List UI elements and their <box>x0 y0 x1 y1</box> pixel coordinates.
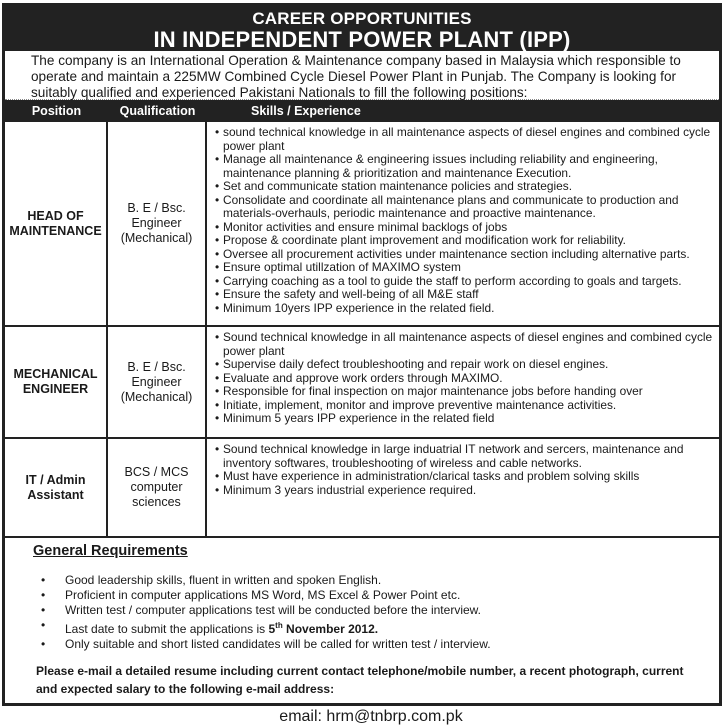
deadline-date: 5th November 2012. <box>268 621 379 636</box>
column-qualification: Qualification <box>119 104 196 118</box>
column-position: Position <box>31 104 82 118</box>
qualification-line: Engineer <box>131 216 182 230</box>
qualification-line: (Mechanical) <box>120 231 193 245</box>
job-advertisement <box>2 3 722 725</box>
skill-item: • Consolidate and coordinate all maintenance plans and communicate to production and materials-overhauls, periodic maintenance and proactive maintenance. <box>213 194 713 221</box>
skill-item: • Monitor activities and ensure minimal backlogs of jobs <box>213 221 713 235</box>
skill-item: • Carrying coaching as a tool to guide the staff to perform according to goals and targets. <box>213 275 713 289</box>
skill-item: • Propose & coordinate plant improvement and modification work for reliability. <box>213 234 713 248</box>
title-line-2: IN INDEPENDENT POWER PLANT (IPP) <box>153 27 571 52</box>
qualification-line: Engineer <box>131 374 182 389</box>
position-line: IT / Admin <box>25 472 86 487</box>
general-requirements-title: General Requirements <box>33 543 188 559</box>
qualification-line: (Mechanical) <box>120 389 193 404</box>
skill-item: • Supervise daily defect troubleshooting and repair work on diesel engines. <box>213 358 713 372</box>
skill-item: • Ensure the safety and well-being of all M&E staff <box>213 288 713 302</box>
position-line: Assistant <box>27 487 84 502</box>
requirement-item: • Only suitable and short listed candidates will be called for written test / interview. <box>33 637 709 652</box>
position-cell <box>5 439 108 536</box>
skill-item: • Ensure optimal utillzation of MAXIMO system <box>213 261 713 275</box>
position-line: MAINTENANCE <box>9 223 102 238</box>
skill-item: • Must have experience in administration/clarical tasks and problem solving skills <box>213 470 713 484</box>
contact-email[interactable]: email: hrm@tnbrp.com.pk <box>279 708 463 725</box>
skill-item: • Responsible for final inspection on major maintenance jobs before handing over <box>213 385 713 399</box>
requirement-item: • Written test / computer applications test will be conducted before the interview. <box>33 603 709 618</box>
skill-item: • Oversee all procurement activities under maintenance section including alternative parts. <box>213 248 713 262</box>
table-header <box>5 100 719 122</box>
header-band <box>5 6 719 51</box>
skill-item: • Sound technical knowledge in all maintenance aspects of diesel engines and combined cycle power plant <box>213 331 713 358</box>
qualification-line: sciences <box>132 495 181 509</box>
intro-paragraph: The company is an International Operation & Maintenance company based in Malaysia which responsible to operate and maintain a 225MW Combined Cycle Diesel Power Plant in Punjab. The Company is looking for suitably qualified and experienced Pakistani Nationals to fill the following positions: <box>5 51 719 100</box>
skill-item: • Minimum 3 years industrial experience required. <box>213 484 713 498</box>
skill-item: • Evaluate and approve work orders through MAXIMO. <box>213 372 713 386</box>
qualification-cell <box>108 327 207 437</box>
qualification-line: B. E / Bsc. <box>127 201 186 215</box>
skill-item: • Minimum 10yers IPP experience in the related field. <box>213 302 713 316</box>
table-row <box>5 122 719 327</box>
table-row <box>5 439 719 538</box>
title-line-1: CAREER OPPORTUNITIES <box>252 9 472 28</box>
skill-item: • Sound technical knowledge in large induatrial IT network and sercers, maintenance and inventory softwares, troubleshooting of wireless and cable networks. <box>213 443 713 470</box>
column-skills: Skills / Experience <box>251 104 361 118</box>
position-cell <box>5 327 108 437</box>
qualification-line: BCS / MCS <box>124 465 189 479</box>
skill-item: • sound technical knowledge in all maintenance aspects of diesel engines and combined cycle power plant <box>213 126 713 153</box>
deadline-label: Last date to submit the applications is <box>65 622 266 636</box>
table-row <box>5 327 719 439</box>
requirement-item: • Proficient in computer applications MS Word, MS Excel & Power Point etc. <box>33 588 709 603</box>
requirement-item: • Good leadership skills, fluent in written and spoken English. <box>33 573 709 588</box>
skill-item: • Manage all maintenance & engineering issues including reliability and engineering, maintenance planning & prioritization and maintenance Execution. <box>213 153 713 180</box>
general-requirements <box>5 538 719 726</box>
position-line: HEAD OF <box>27 208 84 223</box>
skills-cell <box>207 327 719 437</box>
skill-item: • Initiate, implement, monitor and improve preventive maintenance activities. <box>213 399 713 413</box>
skills-cell <box>207 122 719 325</box>
qualification-line: B. E / Bsc. <box>127 359 186 374</box>
position-line: ENGINEER <box>22 382 89 396</box>
skill-item: • Minimum 5 years IPP experience in the related field <box>213 412 713 426</box>
position-cell <box>5 122 108 325</box>
position-line: MECHANICAL <box>13 367 98 381</box>
qualification-cell <box>108 122 207 325</box>
qualification-cell <box>108 439 207 536</box>
requirement-item-deadline <box>33 618 709 637</box>
skill-item: • Set and communicate station maintenance policies and strategies. <box>213 180 713 194</box>
qualification-line: computer <box>130 480 183 494</box>
apply-instructions: Please e-mail a detailed resume including current contact telephone/mobile number, a recent photograph, current and expected salary to the following e-mail address: <box>36 664 684 696</box>
skills-cell <box>207 439 719 536</box>
